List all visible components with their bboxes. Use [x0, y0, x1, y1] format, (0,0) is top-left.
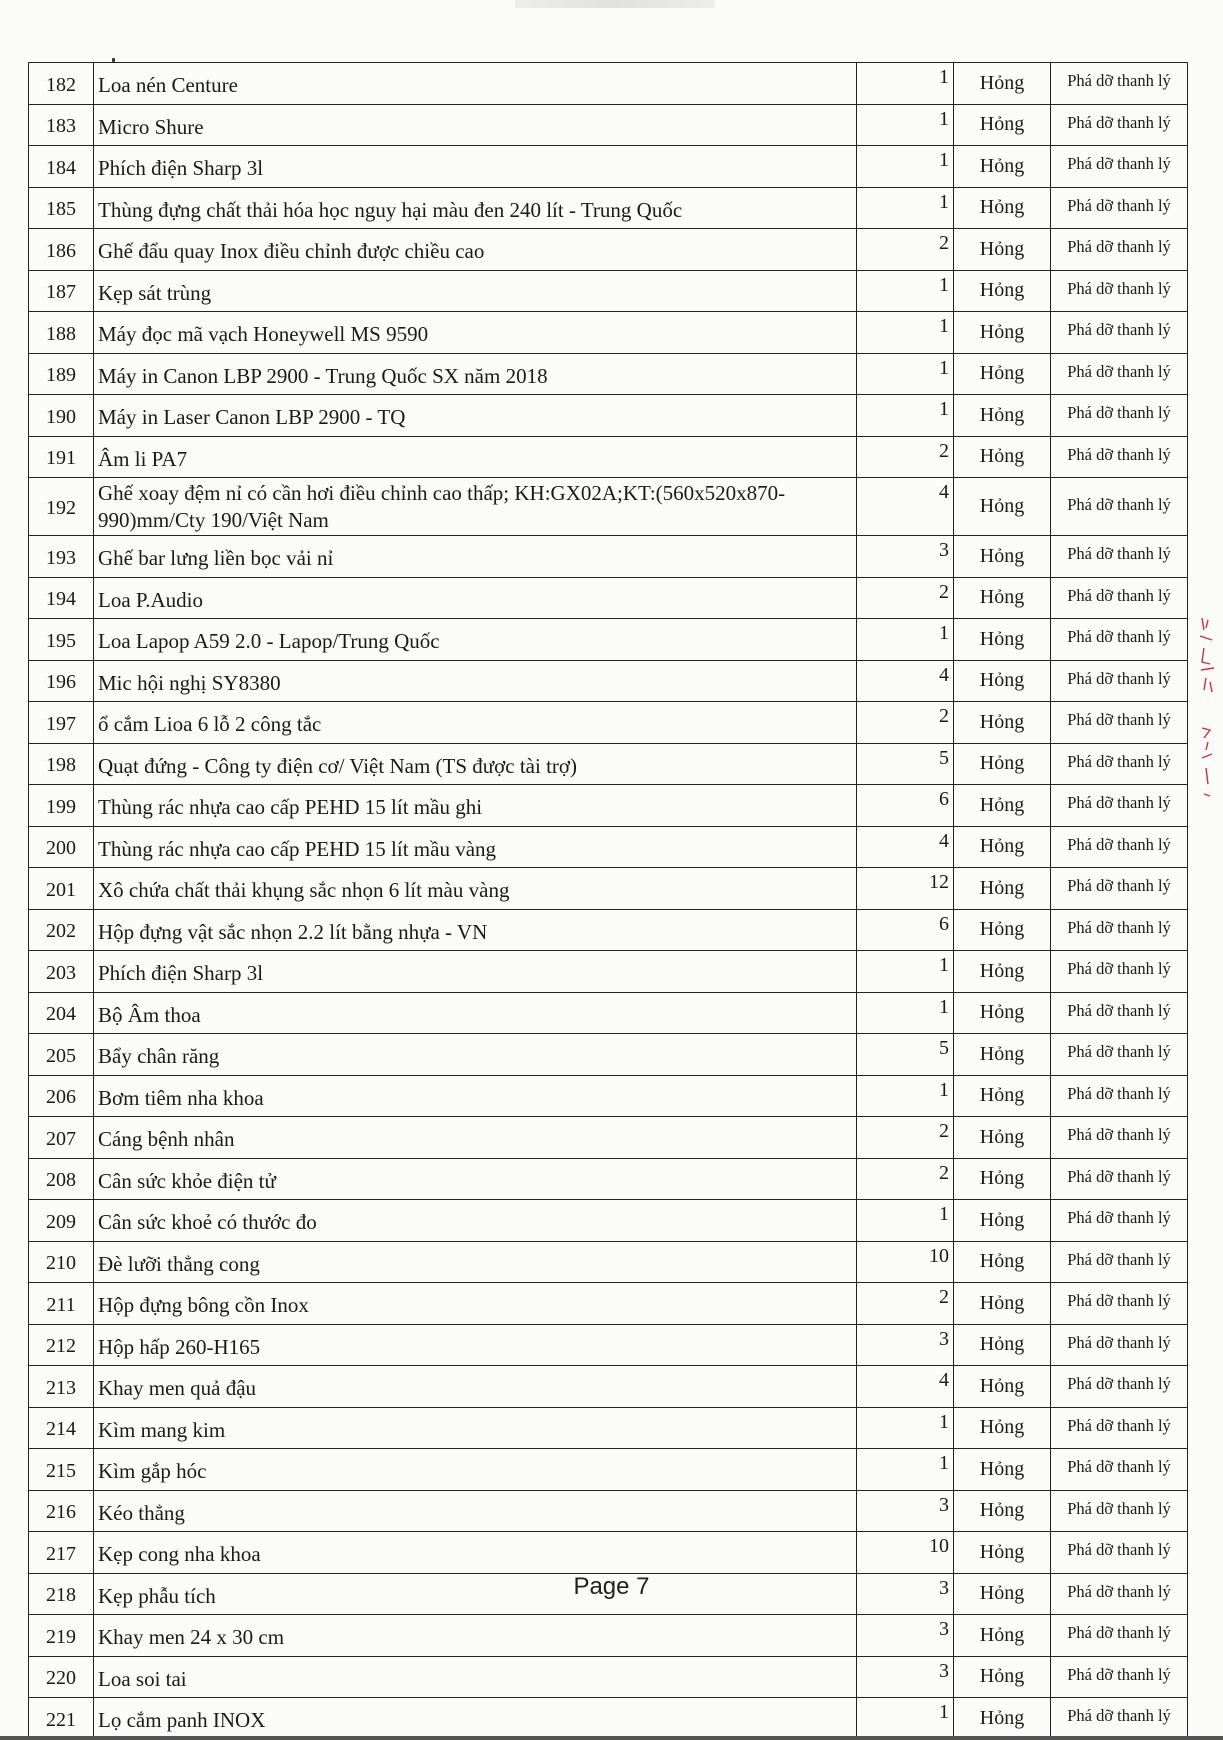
row-number: 186 — [29, 229, 94, 271]
item-name: Kẹp cong nha khoa — [94, 1532, 857, 1574]
item-status: Hỏng — [954, 395, 1051, 437]
item-status: Hỏng — [954, 743, 1051, 785]
item-action: Phá dỡ thanh lý — [1051, 619, 1188, 661]
item-quantity: 1 — [857, 395, 954, 437]
row-number: 197 — [29, 702, 94, 744]
item-name: Ghế đẩu quay Inox điều chỉnh được chiều cao — [94, 229, 857, 271]
item-name: Loa nén Centure — [94, 63, 857, 105]
item-quantity: 1 — [857, 63, 954, 105]
scan-artifact — [515, 0, 715, 8]
row-number: 189 — [29, 353, 94, 395]
item-status: Hỏng — [954, 146, 1051, 188]
inventory-table-body — [29, 63, 1188, 1740]
item-action: Phá dỡ thanh lý — [1051, 1241, 1188, 1283]
item-name: Cáng bệnh nhân — [94, 1117, 857, 1159]
item-status: Hỏng — [954, 909, 1051, 951]
table-row — [29, 353, 1188, 395]
table-row — [29, 478, 1188, 536]
item-quantity: 4 — [857, 826, 954, 868]
item-action: Phá dỡ thanh lý — [1051, 951, 1188, 993]
item-name: Lọ cắm panh INOX — [94, 1698, 857, 1740]
item-quantity: 4 — [857, 660, 954, 702]
item-status: Hỏng — [954, 1407, 1051, 1449]
item-action: Phá dỡ thanh lý — [1051, 187, 1188, 229]
row-number: 199 — [29, 785, 94, 827]
item-name: ổ cắm Lioa 6 lỗ 2 công tắc — [94, 702, 857, 744]
item-status: Hỏng — [954, 353, 1051, 395]
table-row — [29, 577, 1188, 619]
item-action: Phá dỡ thanh lý — [1051, 1075, 1188, 1117]
item-status: Hỏng — [954, 229, 1051, 271]
table-row — [29, 660, 1188, 702]
item-status: Hỏng — [954, 619, 1051, 661]
row-number: 191 — [29, 436, 94, 478]
row-number: 182 — [29, 63, 94, 105]
table-row — [29, 951, 1188, 993]
item-status: Hỏng — [954, 785, 1051, 827]
item-name: Phích điện Sharp 3l — [94, 146, 857, 188]
item-name: Khay men 24 x 30 cm — [94, 1615, 857, 1657]
item-action: Phá dỡ thanh lý — [1051, 1283, 1188, 1325]
table-row — [29, 702, 1188, 744]
item-name: Kẹp phẫu tích — [94, 1573, 857, 1615]
table-row — [29, 1656, 1188, 1698]
item-status: Hỏng — [954, 868, 1051, 910]
item-action: Phá dỡ thanh lý — [1051, 826, 1188, 868]
row-number: 185 — [29, 187, 94, 229]
item-name: Bộ Âm thoa — [94, 992, 857, 1034]
table-row — [29, 826, 1188, 868]
item-name: Máy đọc mã vạch Honeywell MS 9590 — [94, 312, 857, 354]
item-status: Hỏng — [954, 1283, 1051, 1325]
table-row — [29, 270, 1188, 312]
row-number: 209 — [29, 1200, 94, 1242]
item-status: Hỏng — [954, 1241, 1051, 1283]
item-name: Ghế bar lưng liền bọc vải nỉ — [94, 536, 857, 578]
item-action: Phá dỡ thanh lý — [1051, 395, 1188, 437]
item-quantity: 12 — [857, 868, 954, 910]
item-action: Phá dỡ thanh lý — [1051, 1698, 1188, 1740]
row-number: 196 — [29, 660, 94, 702]
item-status: Hỏng — [954, 1117, 1051, 1159]
item-status: Hỏng — [954, 992, 1051, 1034]
table-row — [29, 1698, 1188, 1740]
item-status: Hỏng — [954, 1656, 1051, 1698]
item-quantity: 1 — [857, 270, 954, 312]
item-name: Cân sức khoẻ có thước đo — [94, 1200, 857, 1242]
item-quantity: 2 — [857, 1158, 954, 1200]
item-name: Thùng đựng chất thải hóa học nguy hại màu đen 240 lít - Trung Quốc — [94, 187, 857, 229]
item-name: Âm li PA7 — [94, 436, 857, 478]
row-number: 198 — [29, 743, 94, 785]
row-number: 208 — [29, 1158, 94, 1200]
row-number: 192 — [29, 478, 94, 536]
item-action: Phá dỡ thanh lý — [1051, 1532, 1188, 1574]
row-number: 214 — [29, 1407, 94, 1449]
row-number: 190 — [29, 395, 94, 437]
item-status: Hỏng — [954, 104, 1051, 146]
item-name: Loa Lapop A59 2.0 - Lapop/Trung Quốc — [94, 619, 857, 661]
item-quantity: 1 — [857, 187, 954, 229]
item-status: Hỏng — [954, 1200, 1051, 1242]
item-quantity: 6 — [857, 785, 954, 827]
row-number: 183 — [29, 104, 94, 146]
item-status: Hỏng — [954, 478, 1051, 536]
item-quantity: 2 — [857, 577, 954, 619]
table-row — [29, 1158, 1188, 1200]
item-action: Phá dỡ thanh lý — [1051, 146, 1188, 188]
item-quantity: 1 — [857, 951, 954, 993]
row-number: 201 — [29, 868, 94, 910]
item-status: Hỏng — [954, 1324, 1051, 1366]
item-status: Hỏng — [954, 1034, 1051, 1076]
row-number: 221 — [29, 1698, 94, 1740]
row-number: 220 — [29, 1656, 94, 1698]
item-quantity: 1 — [857, 1698, 954, 1740]
item-action: Phá dỡ thanh lý — [1051, 1573, 1188, 1615]
item-quantity: 1 — [857, 353, 954, 395]
item-quantity: 3 — [857, 1490, 954, 1532]
item-quantity: 1 — [857, 1449, 954, 1491]
item-status: Hỏng — [954, 436, 1051, 478]
item-action: Phá dỡ thanh lý — [1051, 312, 1188, 354]
item-status: Hỏng — [954, 577, 1051, 619]
table-row — [29, 743, 1188, 785]
item-quantity: 1 — [857, 1200, 954, 1242]
item-action: Phá dỡ thanh lý — [1051, 909, 1188, 951]
row-number: 205 — [29, 1034, 94, 1076]
item-name: Hộp đựng vật sắc nhọn 2.2 lít bằng nhựa - VN — [94, 909, 857, 951]
table-row — [29, 1366, 1188, 1408]
item-quantity: 1 — [857, 104, 954, 146]
item-action: Phá dỡ thanh lý — [1051, 353, 1188, 395]
item-name: Xô chứa chất thải khụng sắc nhọn 6 lít màu vàng — [94, 868, 857, 910]
table-row — [29, 1200, 1188, 1242]
item-name: Mic hội nghị SY8380 — [94, 660, 857, 702]
item-action: Phá dỡ thanh lý — [1051, 992, 1188, 1034]
item-action: Phá dỡ thanh lý — [1051, 478, 1188, 536]
item-name: Bơm tiêm nha khoa — [94, 1075, 857, 1117]
item-name: Loa P.Audio — [94, 577, 857, 619]
item-action: Phá dỡ thanh lý — [1051, 104, 1188, 146]
item-status: Hỏng — [954, 187, 1051, 229]
item-status: Hỏng — [954, 951, 1051, 993]
item-name: Phích điện Sharp 3l — [94, 951, 857, 993]
item-quantity: 5 — [857, 1034, 954, 1076]
item-status: Hỏng — [954, 63, 1051, 105]
row-number: 202 — [29, 909, 94, 951]
item-status: Hỏng — [954, 1698, 1051, 1740]
item-name: Máy in Canon LBP 2900 - Trung Quốc SX năm 2018 — [94, 353, 857, 395]
row-number: 194 — [29, 577, 94, 619]
row-number: 195 — [29, 619, 94, 661]
item-name: Kéo thẳng — [94, 1490, 857, 1532]
table-row — [29, 1532, 1188, 1574]
table-row — [29, 1241, 1188, 1283]
item-quantity: 5 — [857, 743, 954, 785]
item-action: Phá dỡ thanh lý — [1051, 536, 1188, 578]
table-row — [29, 1034, 1188, 1076]
table-row — [29, 229, 1188, 271]
item-status: Hỏng — [954, 1366, 1051, 1408]
item-quantity: 10 — [857, 1241, 954, 1283]
table-row — [29, 785, 1188, 827]
table-row — [29, 909, 1188, 951]
item-name: Thùng rác nhựa cao cấp PEHD 15 lít mầu vàng — [94, 826, 857, 868]
row-number: 213 — [29, 1366, 94, 1408]
row-number: 215 — [29, 1449, 94, 1491]
row-number: 206 — [29, 1075, 94, 1117]
item-status: Hỏng — [954, 312, 1051, 354]
row-number: 203 — [29, 951, 94, 993]
item-name: Bẩy chân răng — [94, 1034, 857, 1076]
item-quantity: 3 — [857, 1573, 954, 1615]
item-action: Phá dỡ thanh lý — [1051, 63, 1188, 105]
table-row — [29, 1449, 1188, 1491]
item-quantity: 2 — [857, 436, 954, 478]
table-row — [29, 536, 1188, 578]
item-status: Hỏng — [954, 1075, 1051, 1117]
item-action: Phá dỡ thanh lý — [1051, 1158, 1188, 1200]
item-quantity: 3 — [857, 1656, 954, 1698]
item-action: Phá dỡ thanh lý — [1051, 785, 1188, 827]
item-status: Hỏng — [954, 1615, 1051, 1657]
item-action: Phá dỡ thanh lý — [1051, 1117, 1188, 1159]
item-action: Phá dỡ thanh lý — [1051, 1366, 1188, 1408]
item-action: Phá dỡ thanh lý — [1051, 743, 1188, 785]
item-name: Hộp đựng bông cồn Inox — [94, 1283, 857, 1325]
row-number: 217 — [29, 1532, 94, 1574]
item-quantity: 1 — [857, 312, 954, 354]
item-action: Phá dỡ thanh lý — [1051, 270, 1188, 312]
item-name: Đè lưỡi thẳng cong — [94, 1241, 857, 1283]
item-name: Cân sức khỏe điện tử — [94, 1158, 857, 1200]
table-row — [29, 619, 1188, 661]
item-name: Kìm gắp hóc — [94, 1449, 857, 1491]
item-name: Khay men quả đậu — [94, 1366, 857, 1408]
item-quantity: 4 — [857, 1366, 954, 1408]
item-quantity: 2 — [857, 1117, 954, 1159]
item-status: Hỏng — [954, 826, 1051, 868]
item-status: Hỏng — [954, 1573, 1051, 1615]
row-number: 184 — [29, 146, 94, 188]
inventory-table — [28, 62, 1188, 1740]
item-quantity: 1 — [857, 1407, 954, 1449]
row-number: 187 — [29, 270, 94, 312]
table-row — [29, 187, 1188, 229]
item-name: Quạt đứng - Công ty điện cơ/ Việt Nam (TS được tài trợ) — [94, 743, 857, 785]
handwritten-margin-mark — [1198, 618, 1220, 828]
item-quantity: 3 — [857, 1615, 954, 1657]
table-row — [29, 1117, 1188, 1159]
row-number: 212 — [29, 1324, 94, 1366]
page-number: Page 7 — [573, 1573, 650, 1600]
item-name: Thùng rác nhựa cao cấp PEHD 15 lít mầu ghi — [94, 785, 857, 827]
item-action: Phá dỡ thanh lý — [1051, 229, 1188, 271]
item-action: Phá dỡ thanh lý — [1051, 660, 1188, 702]
item-status: Hỏng — [954, 702, 1051, 744]
item-status: Hỏng — [954, 1532, 1051, 1574]
row-number: 218 — [29, 1573, 94, 1615]
row-number: 210 — [29, 1241, 94, 1283]
item-name: Hộp hấp 260-H165 — [94, 1324, 857, 1366]
item-status: Hỏng — [954, 270, 1051, 312]
item-action: Phá dỡ thanh lý — [1051, 436, 1188, 478]
item-action: Phá dỡ thanh lý — [1051, 1449, 1188, 1491]
item-action: Phá dỡ thanh lý — [1051, 1615, 1188, 1657]
table-row — [29, 312, 1188, 354]
item-status: Hỏng — [954, 1449, 1051, 1491]
item-action: Phá dỡ thanh lý — [1051, 1656, 1188, 1698]
row-number: 204 — [29, 992, 94, 1034]
table-row — [29, 868, 1188, 910]
item-status: Hỏng — [954, 1490, 1051, 1532]
table-row — [29, 1615, 1188, 1657]
table-row — [29, 63, 1188, 105]
item-quantity: 4 — [857, 478, 954, 536]
item-status: Hỏng — [954, 1158, 1051, 1200]
table-row — [29, 104, 1188, 146]
item-quantity: 10 — [857, 1532, 954, 1574]
item-status: Hỏng — [954, 536, 1051, 578]
table-row — [29, 1407, 1188, 1449]
table-row — [29, 146, 1188, 188]
item-name: Micro Shure — [94, 104, 857, 146]
table-row — [29, 1324, 1188, 1366]
item-name: Ghế xoay đệm nỉ có cần hơi điều chỉnh cao thấp; KH:GX02A;KT:(560x520x870-990)mm/Cty 190/Việt Nam — [94, 478, 857, 536]
item-action: Phá dỡ thanh lý — [1051, 1324, 1188, 1366]
item-quantity: 1 — [857, 619, 954, 661]
item-quantity: 1 — [857, 1075, 954, 1117]
item-action: Phá dỡ thanh lý — [1051, 1490, 1188, 1532]
item-name: Kìm mang kim — [94, 1407, 857, 1449]
table-row — [29, 992, 1188, 1034]
table-row — [29, 436, 1188, 478]
row-number: 193 — [29, 536, 94, 578]
scan-bottom-edge — [0, 1736, 1223, 1740]
item-action: Phá dỡ thanh lý — [1051, 1034, 1188, 1076]
row-number: 219 — [29, 1615, 94, 1657]
item-quantity: 2 — [857, 1283, 954, 1325]
table-row — [29, 395, 1188, 437]
row-number: 207 — [29, 1117, 94, 1159]
item-quantity: 2 — [857, 229, 954, 271]
item-action: Phá dỡ thanh lý — [1051, 1200, 1188, 1242]
item-status: Hỏng — [954, 660, 1051, 702]
item-quantity: 1 — [857, 146, 954, 188]
table-row — [29, 1490, 1188, 1532]
row-number: 188 — [29, 312, 94, 354]
table-row — [29, 1075, 1188, 1117]
item-action: Phá dỡ thanh lý — [1051, 577, 1188, 619]
item-name: Kẹp sát trùng — [94, 270, 857, 312]
item-quantity: 1 — [857, 992, 954, 1034]
item-quantity: 2 — [857, 702, 954, 744]
item-quantity: 3 — [857, 536, 954, 578]
item-action: Phá dỡ thanh lý — [1051, 868, 1188, 910]
row-number: 200 — [29, 826, 94, 868]
item-name: Loa soi tai — [94, 1656, 857, 1698]
row-number: 216 — [29, 1490, 94, 1532]
item-quantity: 3 — [857, 1324, 954, 1366]
item-action: Phá dỡ thanh lý — [1051, 1407, 1188, 1449]
table-row — [29, 1283, 1188, 1325]
row-number: 211 — [29, 1283, 94, 1325]
item-name: Máy in Laser Canon LBP 2900 - TQ — [94, 395, 857, 437]
item-quantity: 6 — [857, 909, 954, 951]
item-action: Phá dỡ thanh lý — [1051, 702, 1188, 744]
